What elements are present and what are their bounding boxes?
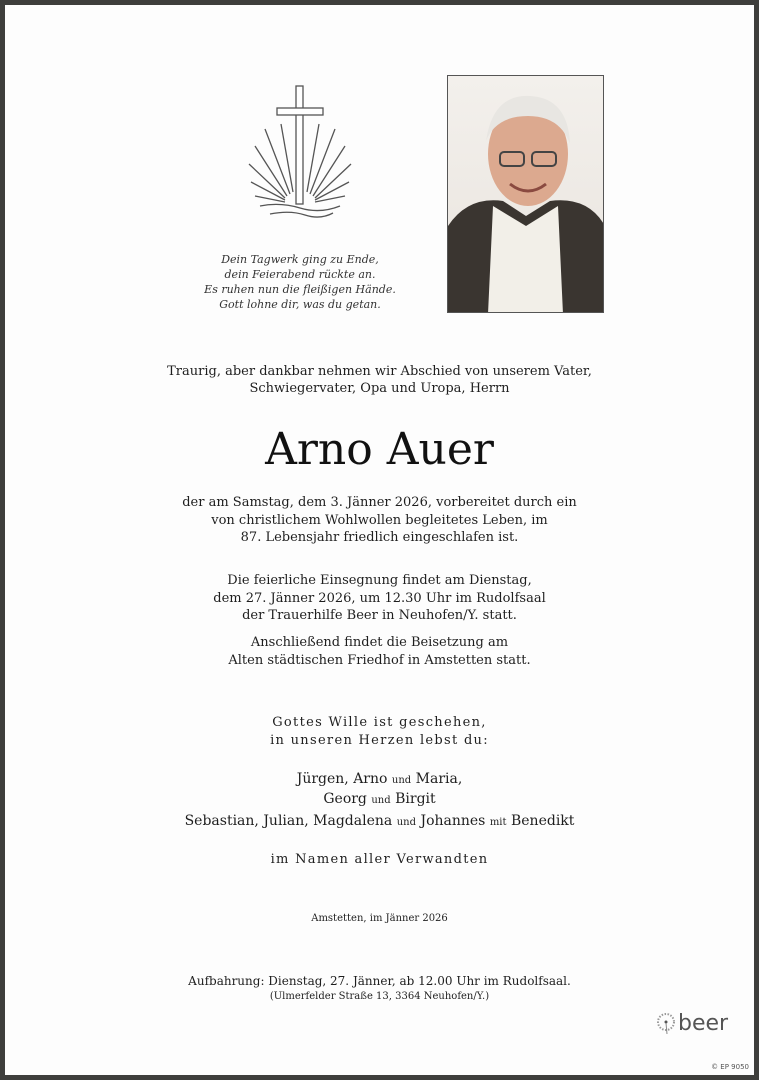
quote-line: Gott lohne dir, was du getan. xyxy=(219,298,381,311)
beer-logo xyxy=(656,1011,728,1036)
verse-line: Gottes Wille ist geschehen, xyxy=(272,715,487,730)
quote-line: Dein Tagwerk ging zu Ende, xyxy=(221,253,379,266)
family-list xyxy=(0,770,759,810)
family-line xyxy=(0,770,759,790)
family-names: Birgit xyxy=(395,791,436,807)
family-names: Johannes xyxy=(420,813,486,829)
viewing-address: (Ulmerfelder Straße 13, 3364 Neuhofen/Y.) xyxy=(269,991,490,1002)
cross-sunrise-icon xyxy=(245,84,355,224)
death-line: der am Samstag, dem 3. Jänner 2026, vorbereitet durch ein xyxy=(182,495,577,510)
viewing-info xyxy=(0,974,759,1004)
death-text xyxy=(0,494,759,547)
ceremony-line: der Trauerhilfe Beer in Neuhofen/Y. statt. xyxy=(242,608,517,623)
connector: und xyxy=(371,795,391,806)
family-names: Sebastian, Julian, Magdalena xyxy=(184,813,393,829)
burial-line: Alten städtischen Friedhof in Amstetten statt. xyxy=(228,652,531,668)
quote xyxy=(170,252,430,312)
connector: mit xyxy=(489,817,507,828)
verse xyxy=(0,714,759,750)
portrait-photo xyxy=(447,75,604,313)
family-line xyxy=(0,790,759,810)
family-line xyxy=(0,812,759,832)
intro-line: Schwiegervater, Opa und Uropa, Herrn xyxy=(249,381,510,396)
death-line: von christlichem Wohlwollen begleitetes Leben, im xyxy=(211,512,548,528)
ceremony-text xyxy=(0,572,759,625)
quote-line: Es ruhen nun die fleißigen Hände. xyxy=(204,283,396,296)
connector: und xyxy=(391,775,412,786)
verse-line: in unseren Herzen lebst du: xyxy=(270,733,489,748)
connector: und xyxy=(396,817,416,828)
viewing-line: Aufbahrung: Dienstag, 27. Jänner, ab 12.00 Uhr im Rudolfsaal. xyxy=(188,974,571,988)
death-line: 87. Lebensjahr friedlich eingeschlafen ist. xyxy=(240,530,519,545)
relatives-line: im Namen aller Verwandten xyxy=(270,852,489,867)
burial-line: Anschließend findet die Beisetzung am xyxy=(250,635,509,650)
place-date: Amstetten, im Jänner 2026 xyxy=(311,913,448,924)
family-names: Maria, xyxy=(415,771,463,787)
quote-line: dein Feierabend rückte an. xyxy=(224,268,376,281)
logo-text: beer xyxy=(678,1011,729,1036)
grandchildren-list xyxy=(0,812,759,832)
burial-text xyxy=(0,634,759,669)
intro-line: Traurig, aber dankbar nehmen wir Abschied von unserem Vater, xyxy=(167,364,592,379)
family-names: Jürgen, Arno xyxy=(296,771,388,787)
intro-text xyxy=(0,363,759,397)
dandelion-icon xyxy=(656,1013,676,1035)
deceased-name: Arno Auer xyxy=(265,424,494,475)
family-names: Georg xyxy=(323,791,367,807)
ceremony-line: dem 27. Jänner 2026, um 12.30 Uhr im Rudolfsaal xyxy=(213,590,546,606)
product-code: © EP 9050 xyxy=(711,1063,749,1071)
ceremony-line: Die feierliche Einsegnung findet am Dienstag, xyxy=(227,573,532,588)
family-names: Benedikt xyxy=(510,813,575,829)
